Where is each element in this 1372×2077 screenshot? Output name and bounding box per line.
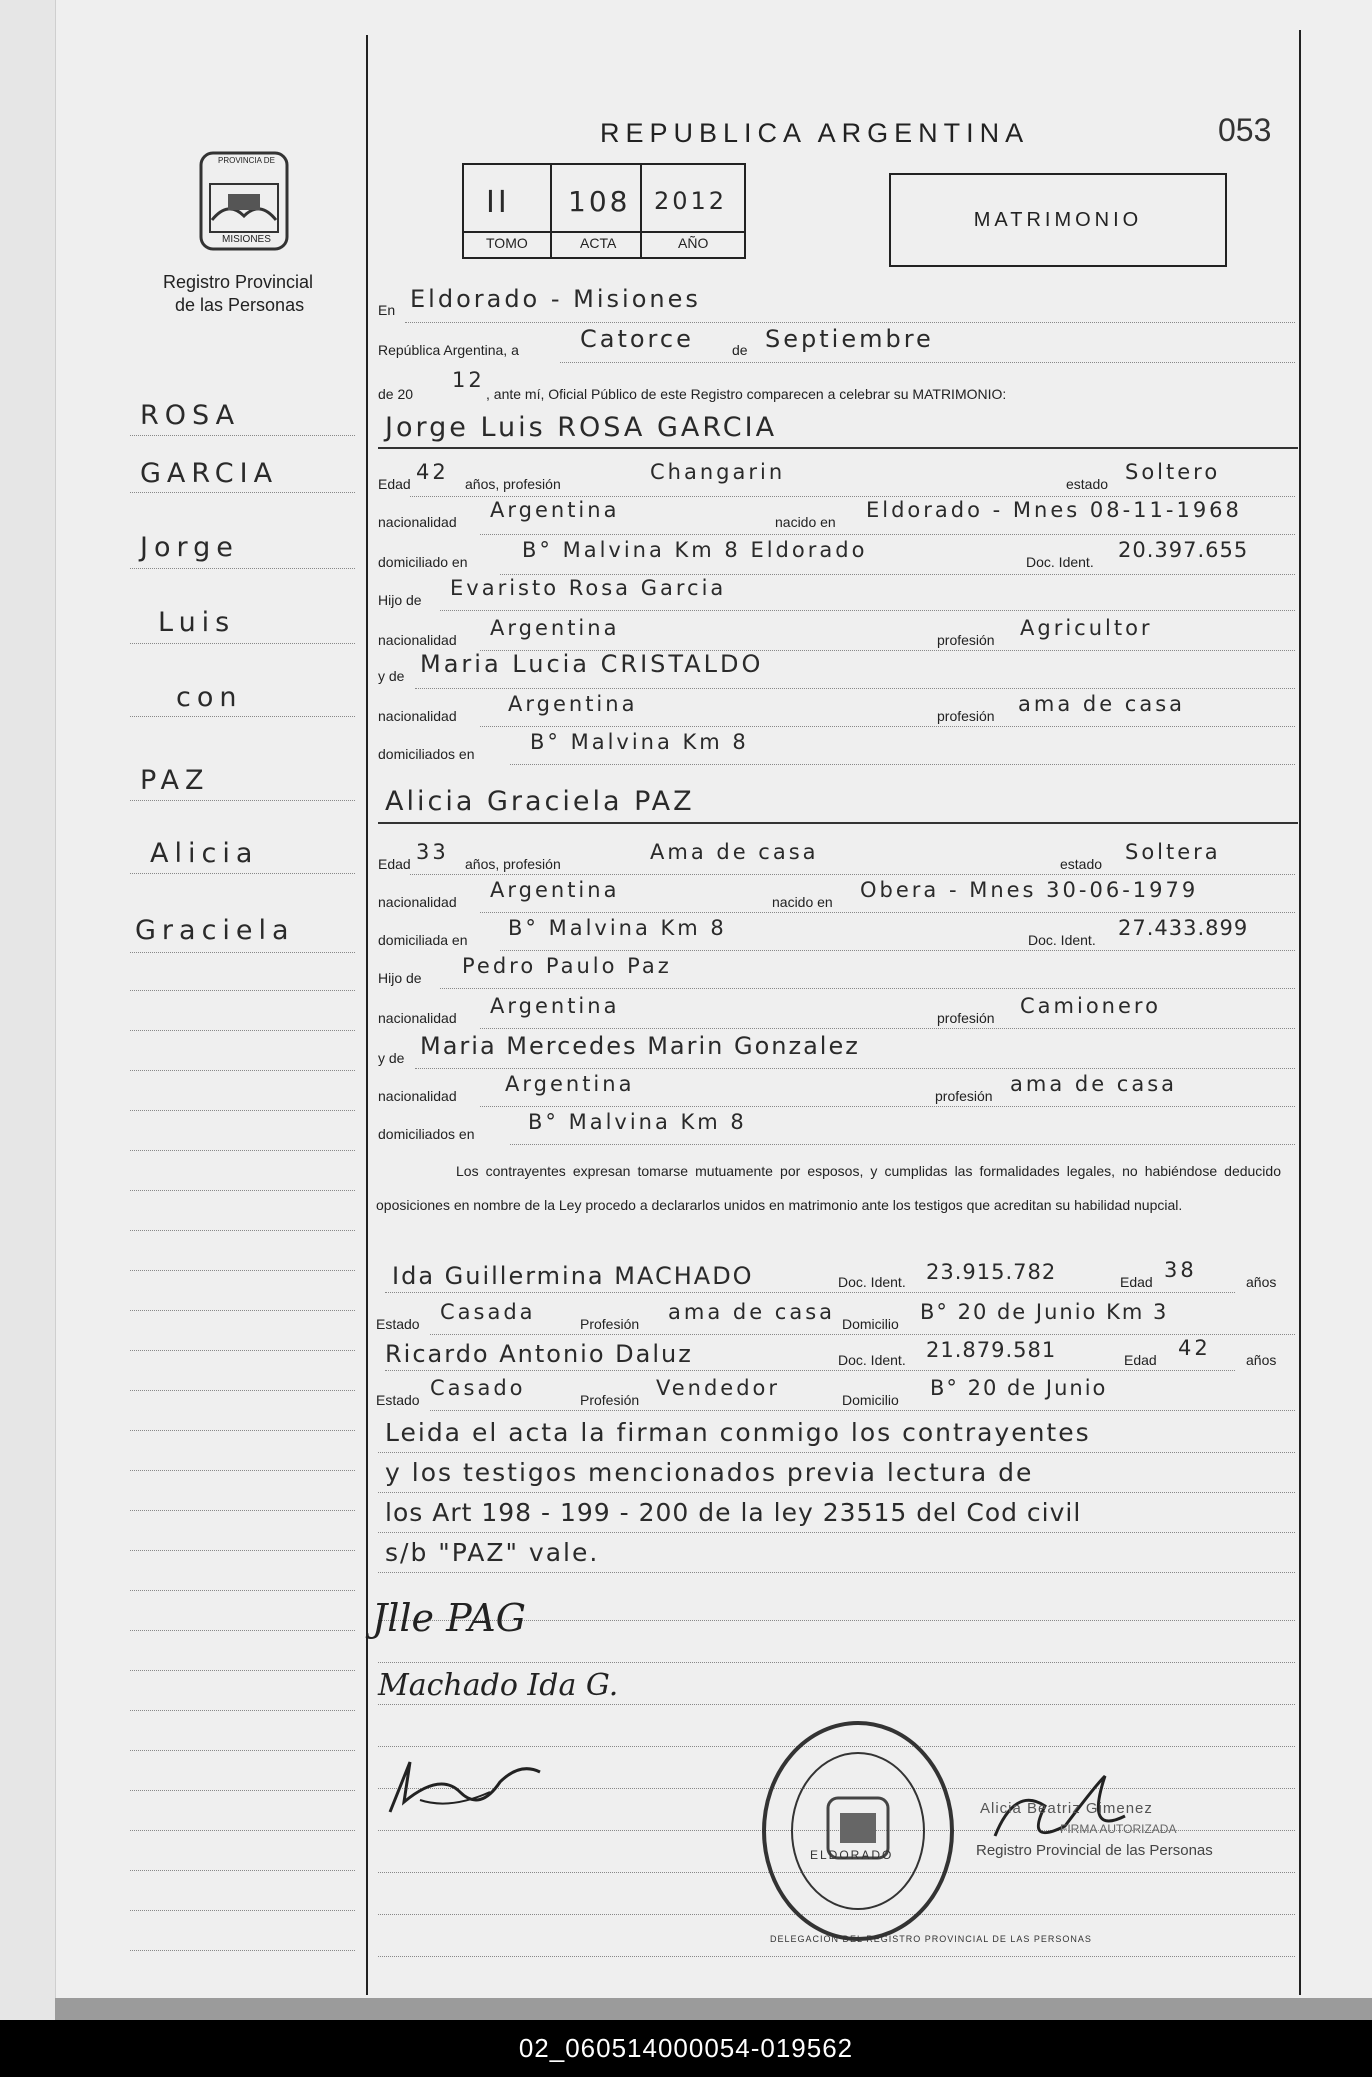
groom-mother-prof-label: profesión xyxy=(937,708,995,724)
scan-id-footer: 02_060514000054-019562 xyxy=(0,2020,1372,2077)
bride-nacionalidad-label: nacionalidad xyxy=(378,894,457,910)
de-label: de xyxy=(732,342,748,358)
tomo-label: TOMO xyxy=(486,235,528,251)
bride-estado-label: estado xyxy=(1060,856,1103,872)
groom-father-profession: Agricultor xyxy=(1020,616,1153,640)
groom-hijo-label: Hijo de xyxy=(378,592,422,608)
emblem-top-text: PROVINCIA DE xyxy=(218,156,275,165)
bride-edad-label: Edad xyxy=(378,856,411,872)
statement-paragraph: Los contrayentes expresan tomarse mutuamente por esposos, y cumplidas las formalidades legales, no habiéndose deducido oposiciones en nombre de la Ley procedo a declararlos unidos en matrimonio ante los testigos que acreditan su habilidad nupcial. xyxy=(376,1163,1281,1213)
margin-note-5: con xyxy=(176,682,243,713)
official-seal-icon xyxy=(758,1718,958,1944)
bride-birth: Obera - Mnes 30-06-1979 xyxy=(860,878,1199,902)
margin-note-3: Jorge xyxy=(140,532,239,563)
groom-father-prof-label: profesión xyxy=(937,632,995,648)
groom-nationality: Argentina xyxy=(490,498,620,522)
record-type-box: MATRIMONIO xyxy=(889,173,1227,267)
bride-nacido-label: nacido en xyxy=(772,894,833,910)
bride-father-prof-label: profesión xyxy=(937,1010,995,1026)
groom-father-nationality: Argentina xyxy=(490,616,620,640)
year-prefix: de 20 xyxy=(378,386,414,402)
groom-yde-label: y de xyxy=(378,668,405,684)
bride-father-nationality: Argentina xyxy=(490,994,620,1018)
bride-father-nat-label: nacionalidad xyxy=(378,1010,457,1026)
bride-profession: Ama de casa xyxy=(650,840,819,864)
groom-profession: Changarin xyxy=(650,460,786,484)
witness1-edad-label: Edad xyxy=(1120,1274,1153,1290)
ano-value: 2012 xyxy=(654,187,728,215)
bride-parents-address: B° Malvina Km 8 xyxy=(528,1110,747,1134)
witness2-doc-label: Doc. Ident. xyxy=(838,1352,906,1368)
witness2-anos-label: años xyxy=(1246,1352,1277,1368)
bride-address: B° Malvina Km 8 xyxy=(508,916,727,940)
official-authorized: FIRMA AUTORIZADA xyxy=(1060,1822,1177,1836)
groom-edad-label: Edad xyxy=(378,476,411,492)
witness2-name: Ricardo Antonio Daluz xyxy=(385,1340,693,1368)
groom-name: Jorge Luis ROSA GARCIA xyxy=(385,412,778,443)
witness2-civil-status: Casado xyxy=(430,1376,526,1400)
closing-line-3: los Art 198 - 199 - 200 de la ley 23515 del Cod civil xyxy=(385,1498,1082,1527)
groom-estado-label: estado xyxy=(1066,476,1109,492)
binding-edge xyxy=(0,0,56,2020)
page-number: 053 xyxy=(1218,112,1272,148)
bride-profesion-label: años, profesión xyxy=(465,856,561,872)
groom-mother: Maria Lucia CRISTALDO xyxy=(420,650,764,678)
witness1-profession: ama de casa xyxy=(668,1300,836,1324)
place-value: Eldorado - Misiones xyxy=(410,285,701,313)
groom-mother-profession: ama de casa xyxy=(1018,692,1186,716)
groom-address: B° Malvina Km 8 Eldorado xyxy=(522,538,868,562)
bride-name: Alicia Graciela PAZ xyxy=(385,786,695,817)
closing-line-2: y los testigos mencionados previa lectura de xyxy=(385,1458,1034,1487)
bride-mother-prof-label: profesión xyxy=(935,1088,993,1104)
groom-domicilio-label: domiciliado en xyxy=(378,554,468,570)
bride-doc: 27.433.899 xyxy=(1118,916,1249,940)
acta-label: ACTA xyxy=(580,235,617,251)
witness1-name: Ida Guillermina MACHADO xyxy=(392,1262,754,1290)
bride-mother-nationality: Argentina xyxy=(505,1072,635,1096)
registry-name-line1: Registro Provincial xyxy=(163,272,314,292)
bride-age: 33 xyxy=(416,840,449,864)
year-suffix: 12 xyxy=(452,368,485,392)
witness2-address: B° 20 de Junio xyxy=(930,1376,1108,1400)
emblem-bottom-text: MISIONES xyxy=(222,234,271,245)
bride-domicilio-label: domiciliada en xyxy=(378,932,468,948)
signature-witness: Machado Ida G. xyxy=(378,1668,619,1703)
seal-inner-text: ELDORADO xyxy=(810,1848,894,1862)
en-label: En xyxy=(378,302,396,318)
witness2-profession: Vendedor xyxy=(656,1376,781,1400)
margin-note-6: PAZ xyxy=(140,765,210,796)
seal-outer-text: DELEGACION DEL REGISTRO PROVINCIAL DE LAS PERSONAS xyxy=(770,1934,1092,1944)
margin-note-4: Luis xyxy=(158,607,236,638)
witness1-domicilio-label: Domicilio xyxy=(842,1316,899,1332)
groom-doc: 20.397.655 xyxy=(1118,538,1249,562)
groom-age: 42 xyxy=(416,460,449,484)
closing-line-4: s/b "PAZ" vale. xyxy=(385,1538,600,1567)
witness1-address: B° 20 de Junio Km 3 xyxy=(920,1300,1169,1324)
bride-mother-profession: ama de casa xyxy=(1010,1072,1178,1096)
signature-groom-bride: Jlle PAG xyxy=(372,1596,526,1640)
witness1-anos-label: años xyxy=(1246,1274,1277,1290)
bride-hijo-label: Hijo de xyxy=(378,970,422,986)
groom-profesion-label: años, profesión xyxy=(465,476,561,492)
witness1-age: 38 xyxy=(1164,1258,1197,1282)
groom-nacido-label: nacido en xyxy=(775,514,836,530)
tomo-value: II xyxy=(486,185,510,220)
witness1-estado-label: Estado xyxy=(376,1316,420,1332)
groom-nacionalidad-label: nacionalidad xyxy=(378,514,457,530)
margin-note-1: ROSA xyxy=(140,400,241,431)
margin-divider xyxy=(366,35,368,1995)
month-value: Septiembre xyxy=(765,325,934,353)
handwritten-signature-icon xyxy=(380,1752,550,1822)
day-value: Catorce xyxy=(580,325,694,353)
acta-value: 108 xyxy=(568,185,631,218)
bride-yde-label: y de xyxy=(378,1050,405,1066)
witness2-edad-label: Edad xyxy=(1124,1352,1157,1368)
witness2-age: 42 xyxy=(1178,1336,1211,1360)
groom-doc-label: Doc. Ident. xyxy=(1026,554,1094,570)
right-border xyxy=(1299,30,1301,1995)
margin-note-8: Graciela xyxy=(135,915,295,946)
republica-label: República Argentina, a xyxy=(378,342,519,358)
groom-father-nat-label: nacionalidad xyxy=(378,632,457,648)
margin-note-2: GARCIA xyxy=(140,458,279,489)
official-name: Alicia Beatriz Gimenez xyxy=(980,1800,1153,1817)
registry-name-line2: de las Personas xyxy=(175,295,305,315)
witness2-domicilio-label: Domicilio xyxy=(842,1392,899,1408)
bride-mother: Maria Mercedes Marin Gonzalez xyxy=(420,1032,860,1060)
groom-birth: Eldorado - Mnes 08-11-1968 xyxy=(866,498,1242,522)
groom-civil-status: Soltero xyxy=(1125,460,1221,484)
witness2-estado-label: Estado xyxy=(376,1392,420,1408)
witness2-doc: 21.879.581 xyxy=(926,1338,1057,1362)
groom-parents-dom-label: domiciliados en xyxy=(378,746,475,762)
groom-mother-nat-label: nacionalidad xyxy=(378,708,457,724)
bride-nationality: Argentina xyxy=(490,878,620,902)
witness2-profesion-label: Profesión xyxy=(580,1392,640,1408)
groom-mother-nationality: Argentina xyxy=(508,692,638,716)
bride-doc-label: Doc. Ident. xyxy=(1028,932,1096,948)
bride-father-profession: Camionero xyxy=(1020,994,1161,1018)
groom-parents-address: B° Malvina Km 8 xyxy=(530,730,749,754)
closing-line-1: Leida el acta la firman conmigo los contrayentes xyxy=(385,1418,1091,1447)
book-reference-table xyxy=(462,163,746,259)
witness1-doc: 23.915.782 xyxy=(926,1260,1057,1284)
official-registry: Registro Provincial de las Personas xyxy=(976,1842,1213,1859)
bride-father: Pedro Paulo Paz xyxy=(462,954,672,978)
country-heading: REPUBLICA ARGENTINA xyxy=(600,118,1030,148)
ano-label: AÑO xyxy=(678,235,709,251)
witness1-civil-status: Casada xyxy=(440,1300,536,1324)
groom-father: Evaristo Rosa Garcia xyxy=(450,576,727,600)
bride-civil-status: Soltera xyxy=(1125,840,1221,864)
margin-note-7: Alicia xyxy=(150,838,259,869)
witness1-doc-label: Doc. Ident. xyxy=(838,1274,906,1290)
bride-mother-nat-label: nacionalidad xyxy=(378,1088,457,1104)
bride-parents-dom-label: domiciliados en xyxy=(378,1126,475,1142)
opening-sentence: , ante mí, Oficial Público de este Registro comparecen a celebrar su MATRIMONIO: xyxy=(486,386,1007,402)
witness1-profesion-label: Profesión xyxy=(580,1316,640,1332)
